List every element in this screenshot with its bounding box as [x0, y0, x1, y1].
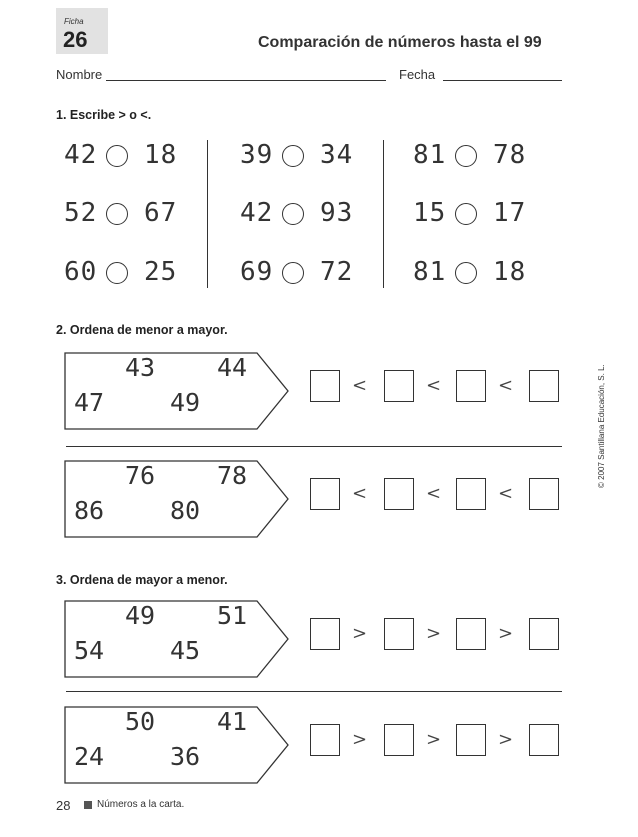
section3-heading: 3. Ordena de mayor a menor. [56, 573, 228, 587]
comparison-answer-circle[interactable] [282, 203, 304, 225]
comparison-left-number: 81 [413, 257, 447, 287]
order-symbol: > [498, 623, 514, 644]
order-symbol: < [498, 375, 514, 396]
card-number: 41 [217, 707, 248, 736]
card-number: 47 [74, 388, 105, 417]
card-number: 80 [170, 496, 201, 525]
column-divider [383, 140, 384, 288]
copyright-text: © 2007 Santillana Educación, S. L. [597, 364, 606, 488]
card-number: 86 [74, 496, 105, 525]
order-symbol: < [426, 375, 442, 396]
section2-heading: 2. Ordena de menor a mayor. [56, 323, 228, 337]
order-symbol: < [426, 483, 442, 504]
answer-box[interactable] [310, 478, 340, 510]
card-number: 36 [170, 742, 201, 771]
column-divider [207, 140, 208, 288]
comparison-answer-circle[interactable] [106, 145, 128, 167]
card-number: 76 [125, 461, 156, 490]
comparison-right-number: 78 [493, 140, 527, 170]
card-number: 45 [170, 636, 201, 665]
footer-square-icon [84, 801, 92, 809]
fecha-label: Fecha [399, 67, 436, 82]
comparison-answer-circle[interactable] [282, 262, 304, 284]
page-title: Comparación de números hasta el 99 [258, 34, 542, 51]
comparison-left-number: 60 [64, 257, 98, 287]
comparison-left-number: 69 [240, 257, 274, 287]
answer-box[interactable] [529, 618, 559, 650]
answer-box[interactable] [384, 724, 414, 756]
footer-text: Números a la carta. [97, 799, 185, 810]
nombre-field-line[interactable] [106, 80, 386, 81]
comparison-right-number: 25 [144, 257, 178, 287]
card-number: 50 [125, 707, 156, 736]
card-number: 49 [125, 601, 156, 630]
comparison-answer-circle[interactable] [455, 145, 477, 167]
card-number: 54 [74, 636, 105, 665]
comparison-answer-circle[interactable] [455, 262, 477, 284]
order-symbol: > [352, 729, 368, 750]
order-symbol: < [352, 483, 368, 504]
comparison-answer-circle[interactable] [282, 145, 304, 167]
card-number: 43 [125, 353, 156, 382]
comparison-answer-circle[interactable] [455, 203, 477, 225]
card-number: 49 [170, 388, 201, 417]
comparison-left-number: 39 [240, 140, 274, 170]
answer-box[interactable] [456, 724, 486, 756]
page-number: 28 [56, 798, 71, 813]
answer-box[interactable] [384, 370, 414, 402]
comparison-right-number: 72 [320, 257, 354, 287]
ficha-number: 26 [63, 27, 88, 52]
answer-box[interactable] [529, 370, 559, 402]
answer-box[interactable] [456, 478, 486, 510]
card-number: 51 [217, 601, 248, 630]
comparison-right-number: 18 [493, 257, 527, 287]
answer-box[interactable] [310, 618, 340, 650]
comparison-right-number: 67 [144, 198, 178, 228]
order-symbol: > [498, 729, 514, 750]
comparison-right-number: 93 [320, 198, 354, 228]
comparison-right-number: 34 [320, 140, 354, 170]
answer-box[interactable] [456, 370, 486, 402]
order-symbol: < [498, 483, 514, 504]
answer-box[interactable] [310, 724, 340, 756]
card-number: 78 [217, 461, 248, 490]
card-number: 24 [74, 742, 105, 771]
comparison-answer-circle[interactable] [106, 262, 128, 284]
fecha-field-line[interactable] [443, 80, 562, 81]
comparison-left-number: 52 [64, 198, 98, 228]
order-symbol: > [426, 729, 442, 750]
order-symbol: > [352, 623, 368, 644]
answer-box[interactable] [529, 478, 559, 510]
answer-box[interactable] [384, 618, 414, 650]
nombre-label: Nombre [56, 67, 103, 82]
comparison-answer-circle[interactable] [106, 203, 128, 225]
comparison-right-number: 18 [144, 140, 178, 170]
comparison-left-number: 42 [240, 198, 274, 228]
divider-line [66, 691, 562, 692]
comparison-left-number: 15 [413, 198, 447, 228]
card-number: 44 [217, 353, 248, 382]
answer-box[interactable] [310, 370, 340, 402]
divider-line [66, 446, 562, 447]
ficha-label: Ficha [64, 17, 84, 26]
comparison-left-number: 42 [64, 140, 98, 170]
answer-box[interactable] [456, 618, 486, 650]
order-symbol: > [426, 623, 442, 644]
order-symbol: < [352, 375, 368, 396]
comparison-right-number: 17 [493, 198, 527, 228]
section1-heading: 1. Escribe > o <. [56, 108, 152, 122]
comparison-left-number: 81 [413, 140, 447, 170]
answer-box[interactable] [529, 724, 559, 756]
answer-box[interactable] [384, 478, 414, 510]
